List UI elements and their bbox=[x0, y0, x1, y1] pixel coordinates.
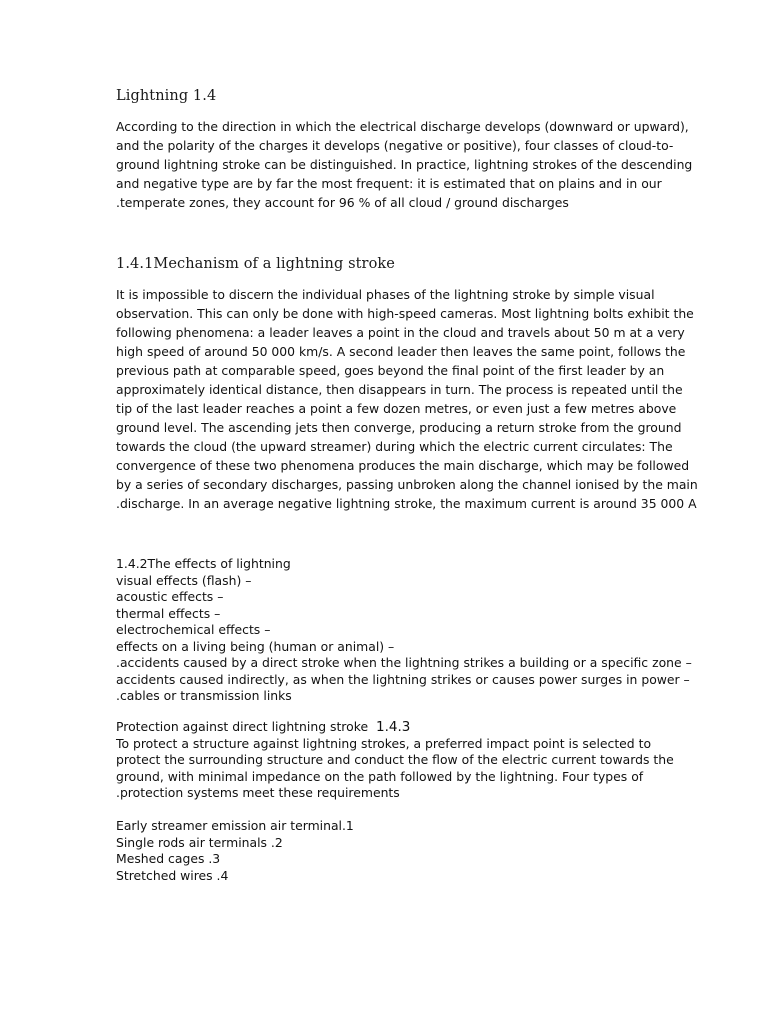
paragraph-line: ground lightning stroke can be distinguished. In practice, lightning strokes of the descending bbox=[116, 157, 693, 172]
section-1-4-paragraph bbox=[116, 117, 693, 212]
list-item: .cables or transmission links bbox=[116, 688, 292, 703]
paragraph-line: .protection systems meet these requirements bbox=[116, 785, 400, 800]
paragraph-line: by a series of secondary discharges, passing unbroken along the channel ionised by the main bbox=[116, 477, 698, 492]
protection-systems-list bbox=[116, 818, 656, 884]
section-1-4-2-title: 1.4.2The effects of lightning bbox=[116, 556, 291, 571]
section-1-4-3-heading bbox=[116, 719, 656, 736]
section-1-4-title: Lightning 1.4 bbox=[116, 88, 217, 104]
paragraph-line: .temperate zones, they account for 96 % of all cloud / ground discharges bbox=[116, 195, 569, 210]
paragraph-line: approximately identical distance, then disappears in turn. The process is repeated until the bbox=[116, 382, 683, 397]
paragraph-line: ground, with minimal impedance on the path followed by the lightning. Four types of bbox=[116, 768, 644, 784]
list-item: thermal effects – bbox=[116, 605, 221, 621]
section-1-4-2 bbox=[116, 556, 692, 705]
section-1-4-3-number: 1.4.3 bbox=[376, 719, 411, 735]
section-1-4-1-paragraph bbox=[116, 285, 698, 513]
paragraph-line: .discharge. In an average negative lightning stroke, the maximum current is around 35 000 A bbox=[116, 496, 697, 511]
paragraph-line: high speed of around 50 000 km/s. A second leader then leaves the same point, follows the bbox=[116, 344, 686, 359]
section-1-4-3 bbox=[116, 719, 674, 802]
paragraph-line: and the polarity of the charges it develops (negative or positive), four classes of cloud-to- bbox=[116, 138, 674, 153]
list-item: electrochemical effects – bbox=[116, 622, 271, 637]
paragraph-line: According to the direction in which the electrical discharge develops (downward or upward), bbox=[116, 119, 689, 134]
paragraph-line: observation. This can only be done with high-speed cameras. Most lightning bolts exhibit the bbox=[116, 306, 694, 321]
paragraph-line: ground level. The ascending jets then converge, producing a return stroke from the ground bbox=[116, 420, 682, 435]
list-item: .accidents caused by a direct stroke when the lightning strikes a building or a specific zone – bbox=[116, 655, 692, 670]
paragraph-line: and negative type are by far the most frequent: it is estimated that on plains and in our bbox=[116, 176, 662, 191]
paragraph-line: It is impossible to discern the individual phases of the lightning stroke by simple visual bbox=[116, 287, 655, 302]
list-item: visual effects (flash) – bbox=[116, 572, 252, 588]
list-item: effects on a living being (human or animal) – bbox=[116, 638, 395, 654]
list-item: acoustic effects – bbox=[116, 589, 224, 604]
list-item: Early streamer emission air terminal.1 bbox=[116, 818, 354, 833]
paragraph-line: To protect a structure against lightning strokes, a preferred impact point is selected to bbox=[116, 735, 652, 751]
list-item: Stretched wires .4 bbox=[116, 867, 229, 883]
paragraph-line: towards the cloud (the upward streamer) during which the electric current circulates: The bbox=[116, 439, 673, 454]
paragraph-line: previous path at comparable speed, goes beyond the final point of the first leader by an bbox=[116, 363, 665, 378]
paragraph-line: protect the surrounding structure and conduct the flow of the electric current towards the bbox=[116, 752, 674, 767]
paragraph-line: tip of the last leader reaches a point a few dozen metres, or even just a few metres above bbox=[116, 401, 677, 416]
section-1-4-3-title: Protection against direct lightning stroke bbox=[116, 719, 369, 734]
list-item: Single rods air terminals .2 bbox=[116, 834, 283, 850]
list-item: Meshed cages .3 bbox=[116, 851, 221, 866]
list-item: accidents caused indirectly, as when the lightning strikes or causes power surges in power – bbox=[116, 671, 690, 687]
paragraph-line: following phenomena: a leader leaves a point in the cloud and travels about 50 m at a very bbox=[116, 325, 685, 340]
section-1-4-1-title: 1.4.1Mechanism of a lightning stroke bbox=[116, 256, 395, 272]
paragraph-line: convergence of these two phenomena produces the main discharge, which may be followed bbox=[116, 458, 690, 473]
